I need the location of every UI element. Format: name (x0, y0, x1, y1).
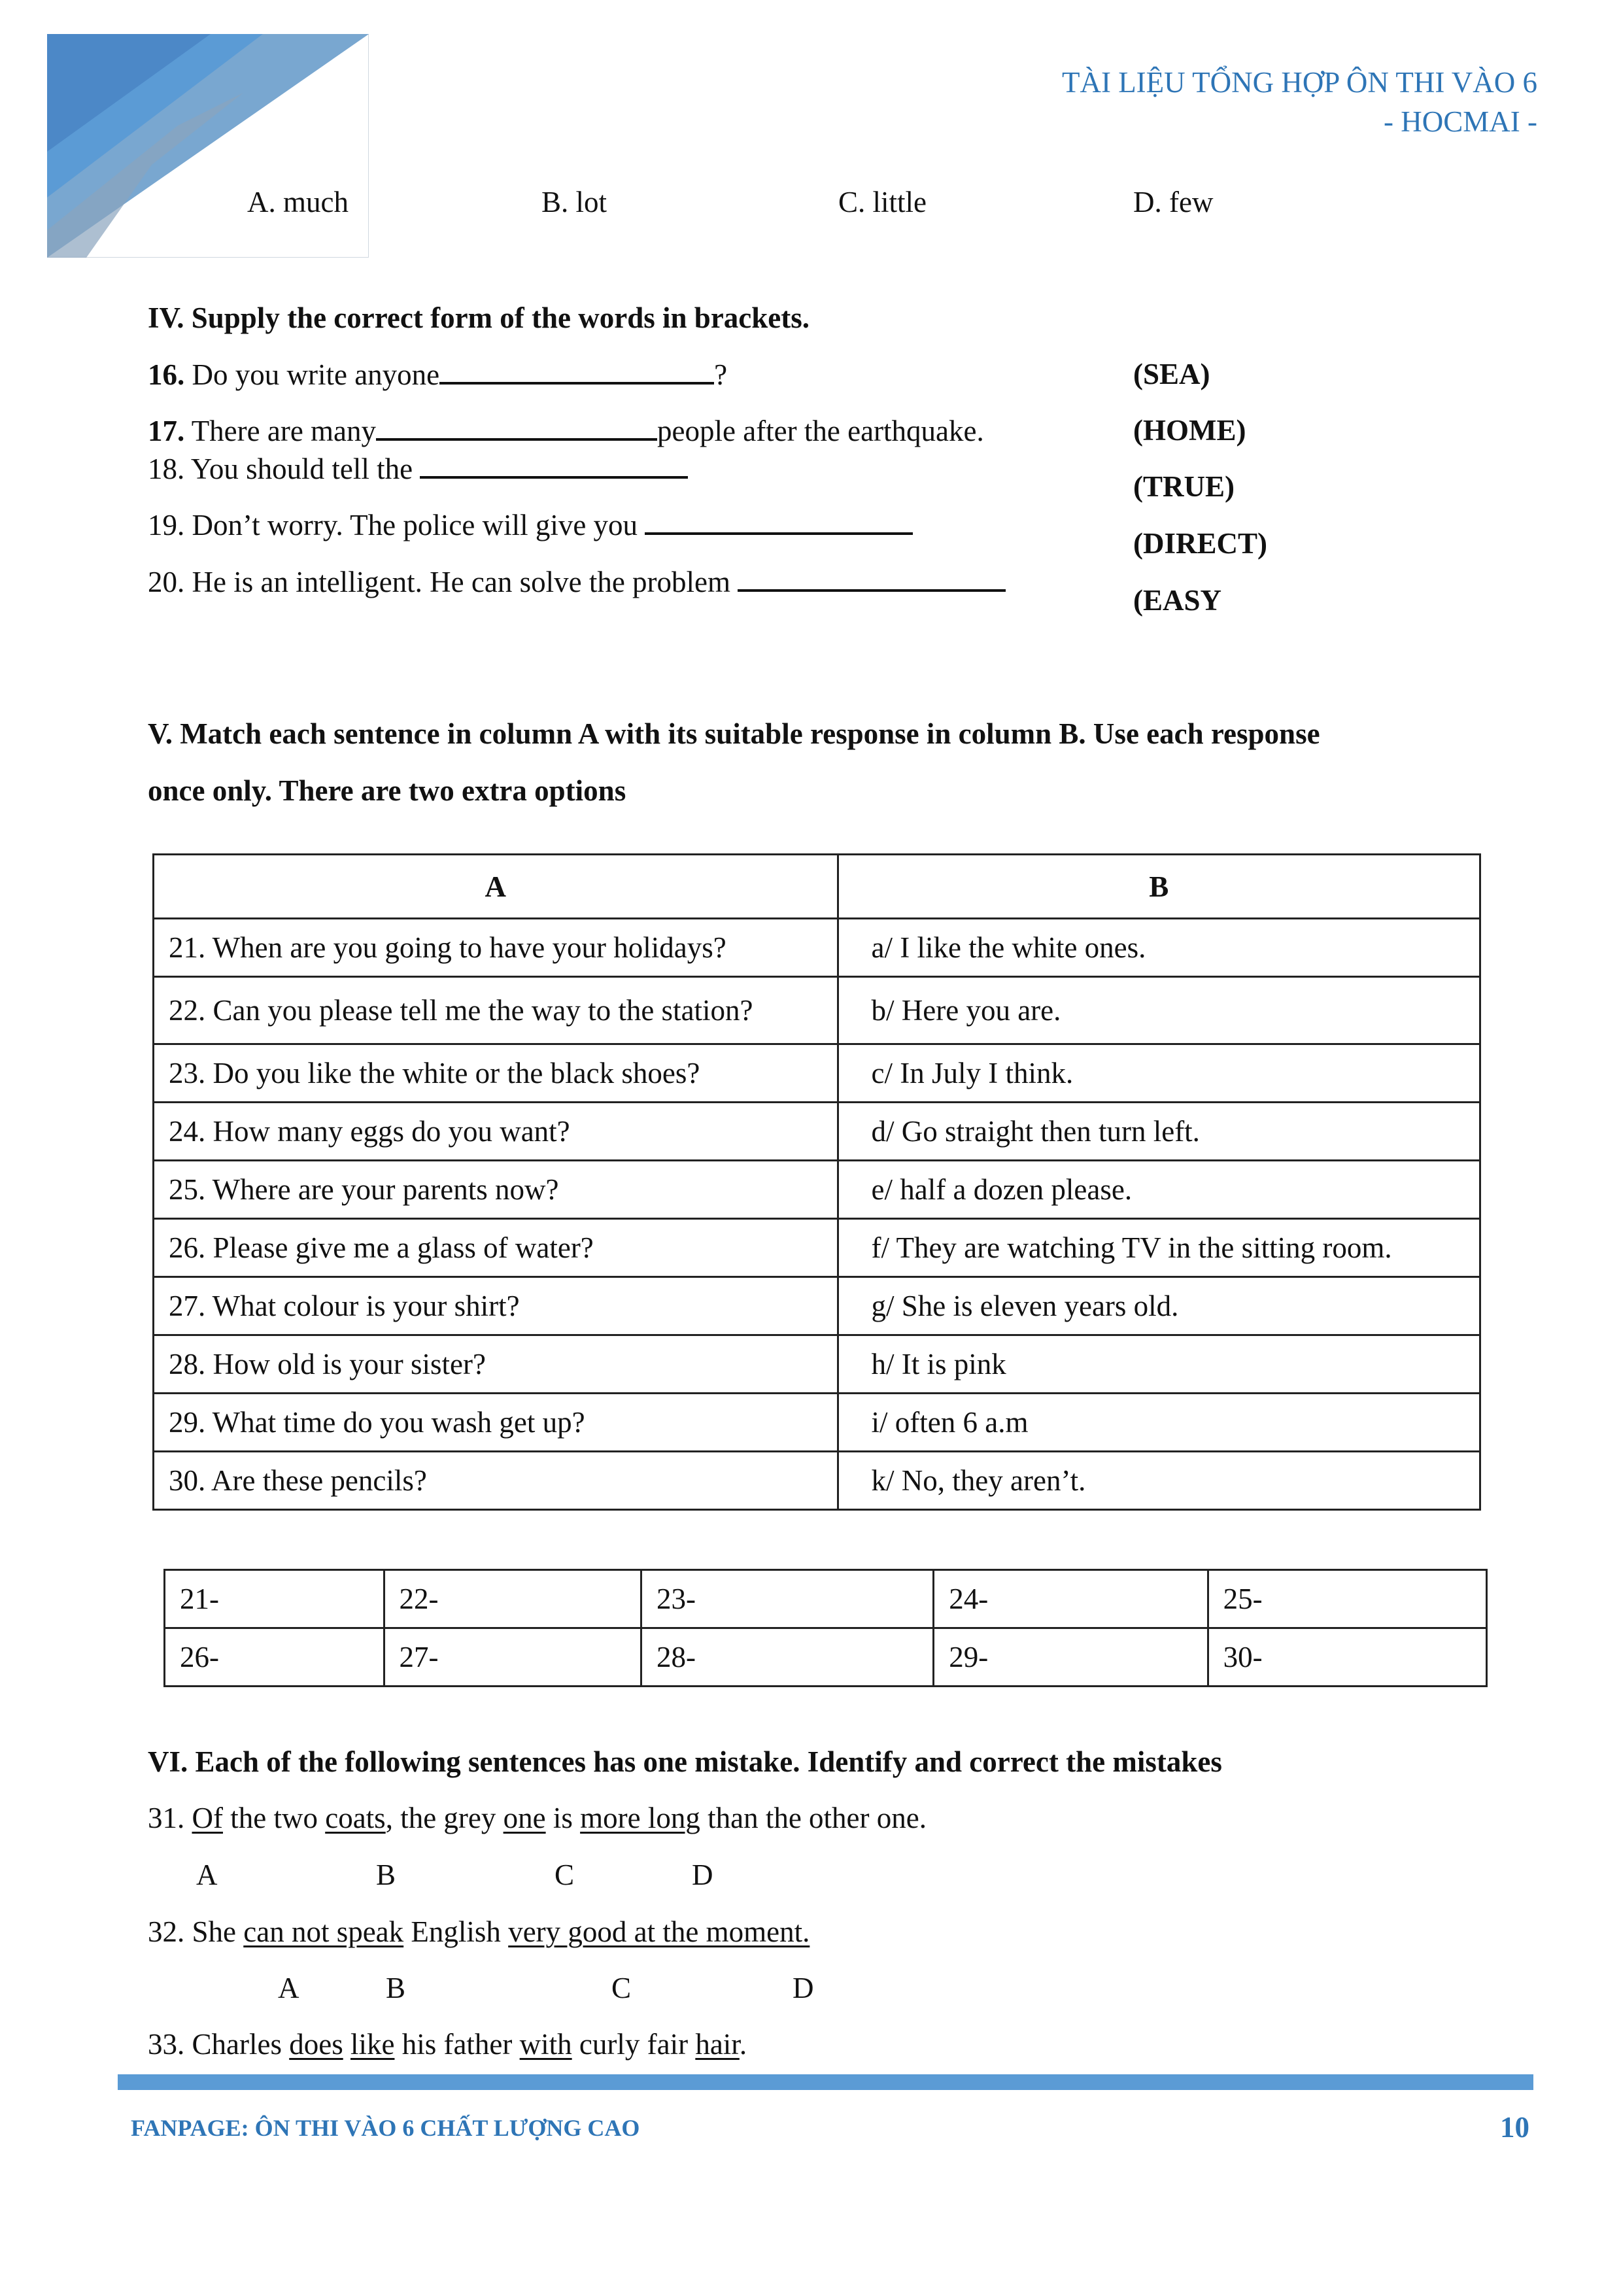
response-b: k/ No, they aren’t. (838, 1452, 1480, 1510)
table-header-row (154, 855, 1480, 919)
table-row (154, 1277, 1480, 1335)
option-label: D (793, 1972, 814, 2004)
column-a-header: A (154, 855, 838, 919)
question-text: . (739, 2028, 747, 2061)
answer-cell[interactable]: 23- (641, 1570, 933, 1628)
question-text: is (553, 1802, 573, 1834)
response-b: d/ Go straight then turn left. (838, 1103, 1480, 1161)
underlined-option: like (350, 2028, 395, 2061)
table-row (154, 1335, 1480, 1394)
question-33 (148, 2027, 747, 2061)
question-text: the two (230, 1802, 318, 1834)
underlined-option: coats (325, 1802, 386, 1834)
publisher-logo (47, 34, 369, 258)
footer-divider (118, 2074, 1533, 2090)
underlined-option: Of (192, 1802, 223, 1834)
sentence-a: 22. Can you please tell me the way to the station? (154, 977, 838, 1044)
table-row (154, 977, 1480, 1044)
table-row (154, 1161, 1480, 1219)
word-prompt: (DIRECT) (1133, 527, 1268, 560)
sentence-a: 29. What time do you wash get up? (154, 1394, 838, 1452)
answer-row (165, 1570, 1487, 1628)
table-row (154, 919, 1480, 977)
option-label: C (611, 1972, 632, 2004)
underlined-option: can not speak (243, 1915, 404, 1948)
response-b: i/ often 6 a.m (838, 1394, 1480, 1452)
sentence-a: 27. What colour is your shirt? (154, 1277, 838, 1335)
answer-cell[interactable]: 22- (384, 1570, 641, 1628)
question-number: 17. (148, 415, 185, 447)
question-text: 20. He is an intelligent. He can solve the problem (148, 566, 731, 598)
question-number: 33. Charles (148, 2028, 282, 2061)
option-label: B (386, 1972, 406, 2004)
sentence-a: 25. Where are your parents now? (154, 1161, 838, 1219)
document-subtitle: - HOCMAI - (1384, 105, 1537, 138)
option-b: B. lot (541, 186, 607, 218)
sentence-a: 24. How many eggs do you want? (154, 1103, 838, 1161)
answer-cell[interactable]: 29- (934, 1628, 1208, 1687)
response-b: a/ I like the white ones. (838, 919, 1480, 977)
question-number: 16. (148, 358, 185, 391)
question-18 (148, 451, 688, 486)
sentence-a: 30. Are these pencils? (154, 1452, 838, 1510)
sentence-a: 21. When are you going to have your holidays? (154, 919, 838, 977)
answer-row (165, 1628, 1487, 1687)
answer-cell[interactable]: 21- (165, 1570, 384, 1628)
question-text-end: people after the earthquake. (657, 415, 984, 447)
table-row (154, 1219, 1480, 1277)
response-b: g/ She is eleven years old. (838, 1277, 1480, 1335)
question-text: than the other one. (708, 1802, 927, 1834)
underlined-option: does (289, 2028, 343, 2061)
footer-fanpage: FANPAGE: ÔN THI VÀO 6 CHẤT LƯỢNG CAO (131, 2115, 640, 2141)
question-text: his father (401, 2028, 513, 2061)
answer-cell[interactable]: 25- (1208, 1570, 1486, 1628)
question-17 (148, 413, 984, 448)
section-5-heading-line1: V. Match each sentence in column A with its suitable response in column B. Use each response (148, 717, 1320, 750)
question-text-end: ? (714, 358, 728, 391)
page-number: 10 (1500, 2111, 1529, 2144)
question-19 (148, 507, 913, 542)
answer-blank[interactable] (439, 357, 714, 385)
option-c: C. little (838, 186, 927, 218)
section-6-heading: VI. Each of the following sentences has one mistake. Identify and correct the mistakes (148, 1745, 1222, 1778)
table-row (154, 1452, 1480, 1510)
word-prompt: (SEA) (1133, 358, 1210, 390)
answer-blank[interactable] (645, 507, 913, 535)
underlined-option: hair (695, 2028, 740, 2061)
response-b: b/ Here you are. (838, 977, 1480, 1044)
option-label: D (692, 1859, 713, 1891)
response-b: c/ In July I think. (838, 1044, 1480, 1103)
answer-blank[interactable] (420, 451, 688, 479)
option-a: A. much (247, 186, 349, 218)
table-row (154, 1044, 1480, 1103)
response-b: e/ half a dozen please. (838, 1161, 1480, 1219)
option-label: A (196, 1859, 218, 1891)
question-32 (148, 1915, 810, 1949)
option-label: C (555, 1859, 575, 1891)
question-text: , the grey (385, 1802, 496, 1834)
response-b: h/ It is pink (838, 1335, 1480, 1394)
option-label: A (278, 1972, 299, 2004)
underlined-option: with (519, 2028, 572, 2061)
answer-cell[interactable]: 27- (384, 1628, 641, 1687)
table-row (154, 1394, 1480, 1452)
document-title: TÀI LIỆU TỔNG HỢP ÔN THI VÀO 6 (1061, 66, 1537, 99)
column-b-header: B (838, 855, 1480, 919)
table-row (154, 1103, 1480, 1161)
question-number: 32. She (148, 1915, 236, 1948)
section-5-heading-line2: once only. There are two extra options (148, 774, 626, 807)
underlined-option: more long (580, 1802, 700, 1834)
response-b: f/ They are watching TV in the sitting room. (838, 1219, 1480, 1277)
underlined-option: very good at the moment. (508, 1915, 810, 1948)
answer-cell[interactable]: 30- (1208, 1628, 1486, 1687)
answer-cell[interactable]: 28- (641, 1628, 933, 1687)
question-text: 18. You should tell the (148, 453, 413, 485)
sentence-a: 28. How old is your sister? (154, 1335, 838, 1394)
section-4-heading: IV. Supply the correct form of the words in brackets. (148, 301, 810, 334)
question-number: 31. (148, 1802, 185, 1834)
question-16 (148, 357, 727, 392)
underlined-option: one (503, 1802, 546, 1834)
option-d: D. few (1133, 186, 1214, 218)
question-20 (148, 564, 1006, 599)
word-prompt: (EASY (1133, 584, 1222, 617)
matching-table (152, 853, 1481, 1511)
answer-cell[interactable]: 24- (934, 1570, 1208, 1628)
word-prompt: (TRUE) (1133, 470, 1235, 503)
answer-table (163, 1569, 1488, 1687)
sentence-a: 26. Please give me a glass of water? (154, 1219, 838, 1277)
question-31 (148, 1801, 927, 1835)
word-prompt: (HOME) (1133, 414, 1246, 447)
sentence-a: 23. Do you like the white or the black shoes? (154, 1044, 838, 1103)
answer-blank[interactable] (738, 564, 1006, 592)
question-text: Do you write anyone (192, 358, 440, 391)
question-text: 19. Don’t worry. The police will give you (148, 509, 638, 541)
question-text: curly fair (579, 2028, 689, 2061)
question-text: There are many (191, 415, 377, 447)
option-label: B (376, 1859, 396, 1891)
question-text: English (411, 1915, 501, 1948)
answer-cell[interactable]: 26- (165, 1628, 384, 1687)
answer-blank[interactable] (376, 413, 657, 441)
